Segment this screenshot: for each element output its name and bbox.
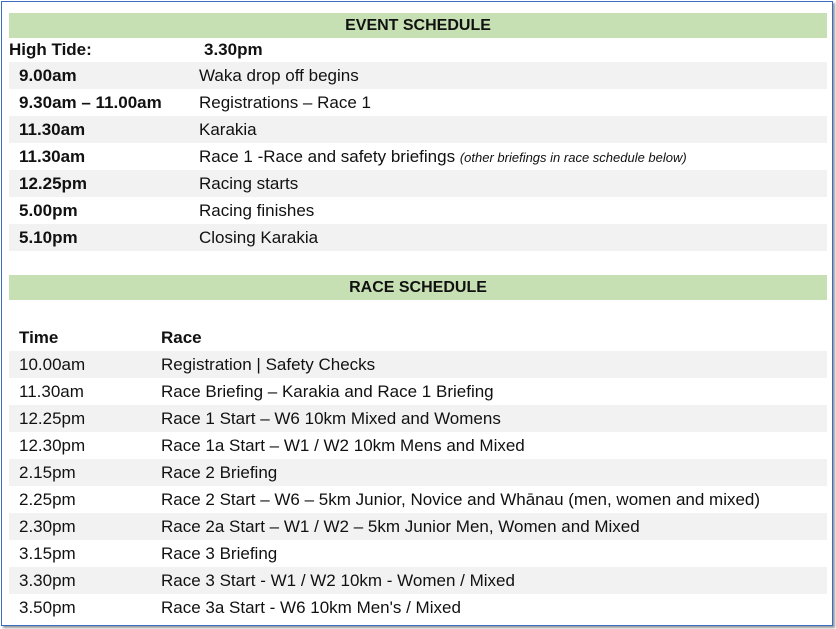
- high-tide-time: 3.30pm: [204, 40, 263, 59]
- race-row: [9, 378, 827, 405]
- race-row: [9, 405, 827, 432]
- event-time: 9.30am – 11.00am: [19, 93, 162, 112]
- race-row: [9, 432, 827, 459]
- race-schedule-title: RACE SCHEDULE: [9, 275, 827, 300]
- event-row: [9, 89, 827, 116]
- event-time: 12.25pm: [19, 174, 88, 193]
- race-col-race: Race: [161, 328, 202, 347]
- race-time: 3.30pm: [19, 571, 76, 590]
- race-desc: Registration | Safety Checks: [161, 355, 376, 374]
- event-row: [9, 197, 827, 224]
- event-desc: Karakia: [199, 120, 257, 139]
- event-row: [9, 143, 827, 170]
- event-row: [9, 170, 827, 197]
- race-desc: Race 3 Start - W1 / W2 10km - Women / Mixed: [161, 571, 515, 590]
- race-desc: Race 2a Start – W1 / W2 – 5km Junior Men, Women and Mixed: [161, 517, 640, 536]
- event-desc: Registrations – Race 1: [199, 93, 371, 112]
- race-desc: Race 1 Start – W6 10km Mixed and Womens: [161, 409, 501, 428]
- event-desc-with-note: [199, 143, 687, 171]
- event-row: [9, 62, 827, 89]
- race-time: 3.15pm: [19, 544, 76, 563]
- event-time: 5.10pm: [19, 228, 78, 247]
- event-time: 11.30am: [19, 120, 86, 139]
- event-desc: Racing starts: [199, 174, 299, 193]
- event-desc: Racing finishes: [199, 201, 315, 220]
- race-row: [9, 567, 827, 594]
- race-desc: Race 3a Start - W6 10km Men's / Mixed: [161, 598, 461, 617]
- race-desc: Race 1a Start – W1 / W2 10km Mens and Mixed: [161, 436, 525, 455]
- race-desc: Race 2 Start – W6 – 5km Junior, Novice and Whānau (men, women and mixed): [161, 490, 761, 509]
- race-header-row: [9, 324, 827, 351]
- race-desc: Race 2 Briefing: [161, 463, 278, 482]
- high-tide-row: [9, 36, 827, 63]
- race-row: [9, 540, 827, 567]
- race-time: 2.15pm: [19, 463, 76, 482]
- event-schedule-title: EVENT SCHEDULE: [9, 13, 827, 38]
- race-time: 11.30am: [19, 382, 84, 401]
- race-row: [9, 513, 827, 540]
- race-time: 12.25pm: [19, 409, 86, 428]
- event-time: 5.00pm: [19, 201, 78, 220]
- race-row: [9, 351, 827, 378]
- race-col-time: Time: [19, 328, 59, 347]
- event-note: (other briefings in race schedule below): [459, 150, 687, 165]
- event-desc: Closing Karakia: [199, 228, 319, 247]
- event-time: 11.30am: [19, 147, 86, 166]
- event-desc: Race 1 -Race and safety briefings: [199, 147, 456, 166]
- race-row: [9, 459, 827, 486]
- race-time: 10.00am: [19, 355, 86, 374]
- race-desc: Race 3 Briefing: [161, 544, 278, 563]
- high-tide-label: High Tide:: [9, 40, 92, 59]
- race-time: 3.50pm: [19, 598, 76, 617]
- event-time: 9.00am: [19, 66, 77, 85]
- race-row: [9, 486, 827, 513]
- race-desc: Race Briefing – Karakia and Race 1 Briefing: [161, 382, 494, 401]
- event-row: [9, 224, 827, 251]
- event-row: [9, 116, 827, 143]
- race-time: 2.30pm: [19, 517, 76, 536]
- event-desc: Waka drop off begins: [199, 66, 359, 85]
- race-time: 12.30pm: [19, 436, 86, 455]
- race-row: [9, 594, 827, 621]
- race-time: 2.25pm: [19, 490, 76, 509]
